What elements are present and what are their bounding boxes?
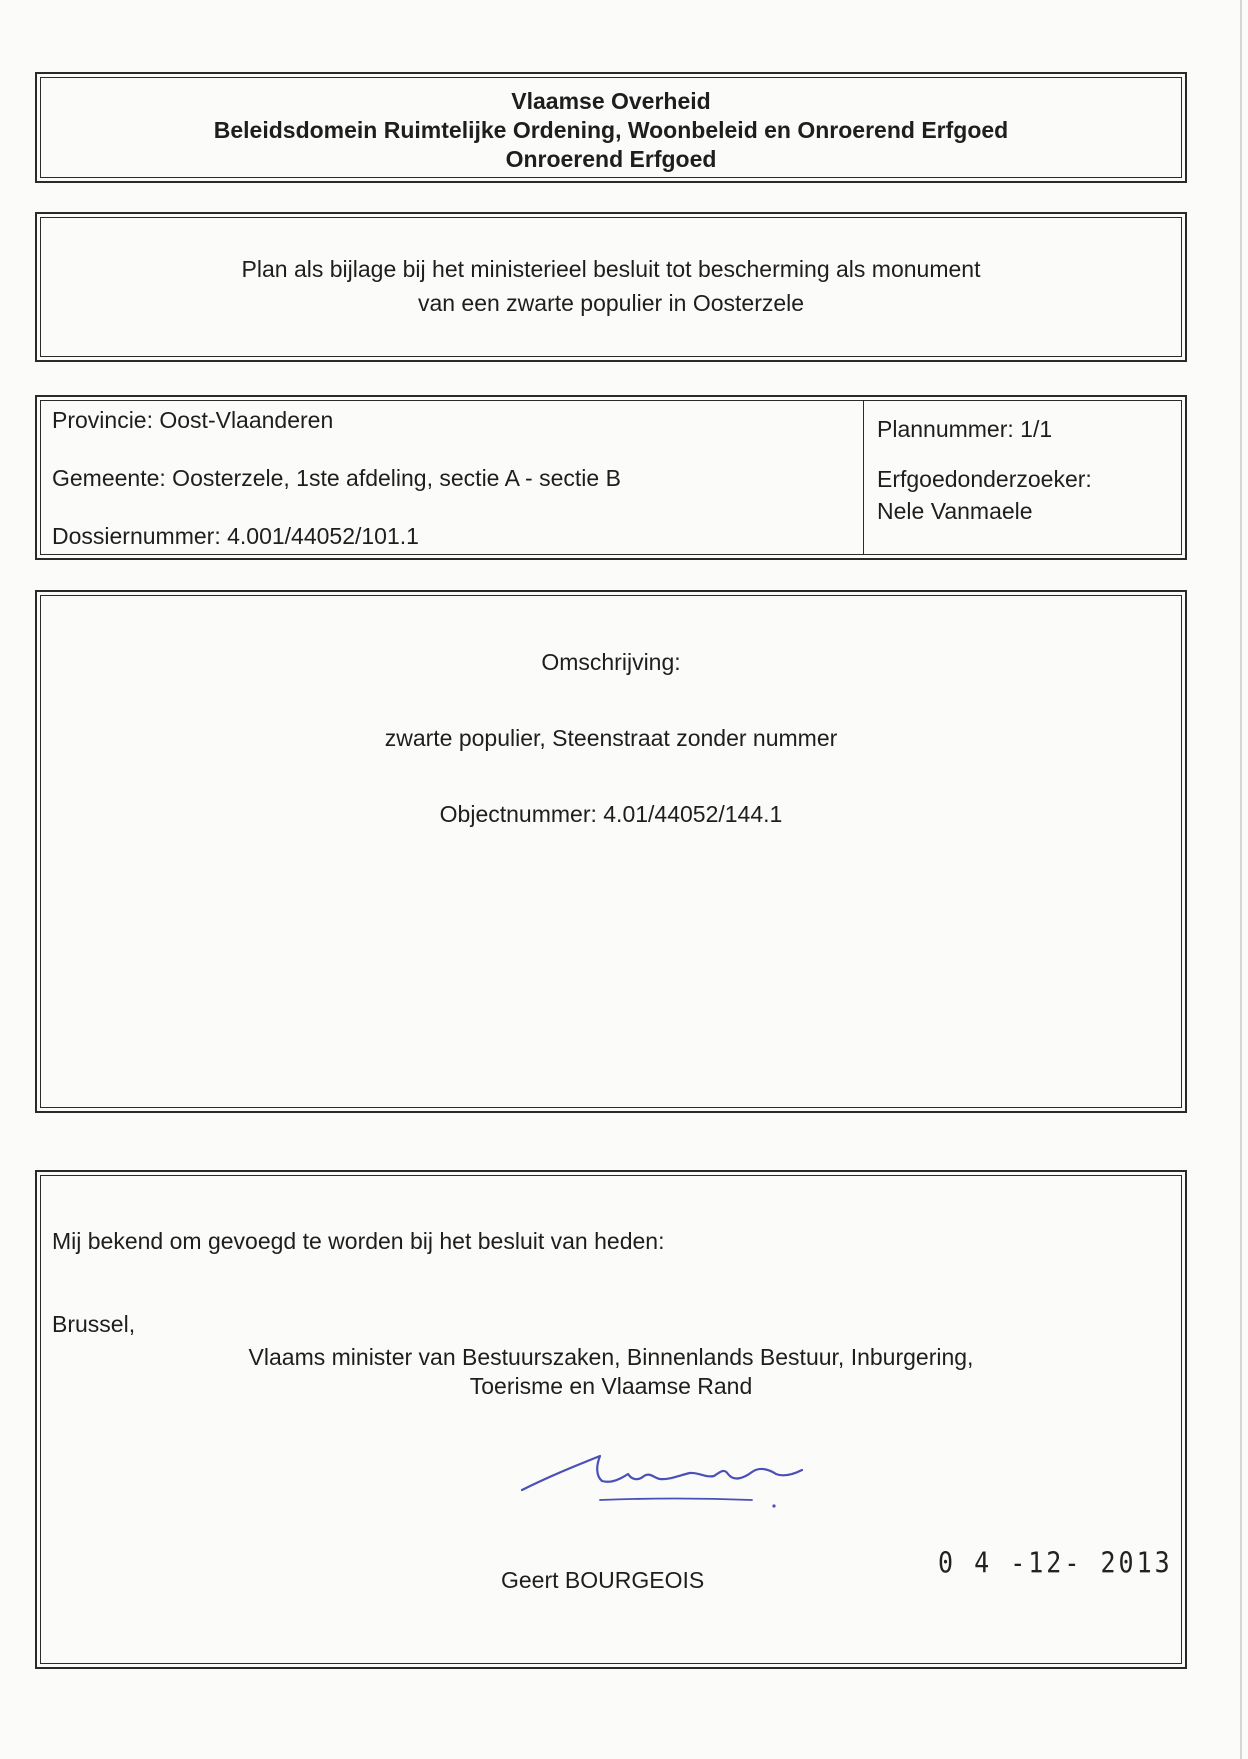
plannummer: Plannummer: 1/1 [877,416,1053,442]
scan-edge [1240,0,1242,1759]
header-frame [35,72,1187,183]
minister-title-line-2: Toerisme en Vlaamse Rand [469,1373,753,1399]
header-line-3: Onroerend Erfgoed [505,146,717,172]
place: Brussel, [52,1311,136,1337]
statement: Mij bekend om gevoegd te worden bij het besluit van heden: [52,1228,665,1254]
plan-title-line-1: Plan als bijlage bij het ministerieel besluit tot bescherming als monument [241,256,981,282]
erfgoedonderzoeker-name: Nele Vanmaele [877,498,1033,524]
date-stamp: 0 4 -12- 2013 [938,1545,1173,1580]
minister-name: Geert BOURGEOIS [501,1567,705,1593]
objectnummer: Objectnummer: 4.01/44052/144.1 [439,801,783,827]
info-frame [35,395,1187,560]
description-frame [35,590,1187,1113]
info-divider [863,401,864,554]
gemeente: Gemeente: Oosterzele, 1ste afdeling, sectie A - sectie B [52,465,621,491]
signature-frame [35,1170,1187,1669]
minister-title-line-1: Vlaams minister van Bestuurszaken, Binnenlands Bestuur, Inburgering, [248,1344,974,1370]
signature-drawing [520,1448,910,1518]
erfgoedonderzoeker-label: Erfgoedonderzoeker: [877,466,1092,492]
plan-title-frame [35,212,1187,362]
omschrijving-label: Omschrijving: [541,649,681,675]
omschrijving-text: zwarte populier, Steenstraat zonder nummer [384,725,838,751]
header-line-2: Beleidsdomein Ruimtelijke Ordening, Woonbeleid en Onroerend Erfgoed [213,117,1009,143]
plan-title [41,218,1181,320]
header-block [41,78,1181,174]
header-line-1: Vlaamse Overheid [511,88,711,114]
dossiernummer: Dossiernummer: 4.001/44052/101.1 [52,523,419,549]
plan-title-line-2: van een zwarte populier in Oosterzele [417,290,805,316]
provincie: Provincie: Oost-Vlaanderen [52,407,334,433]
